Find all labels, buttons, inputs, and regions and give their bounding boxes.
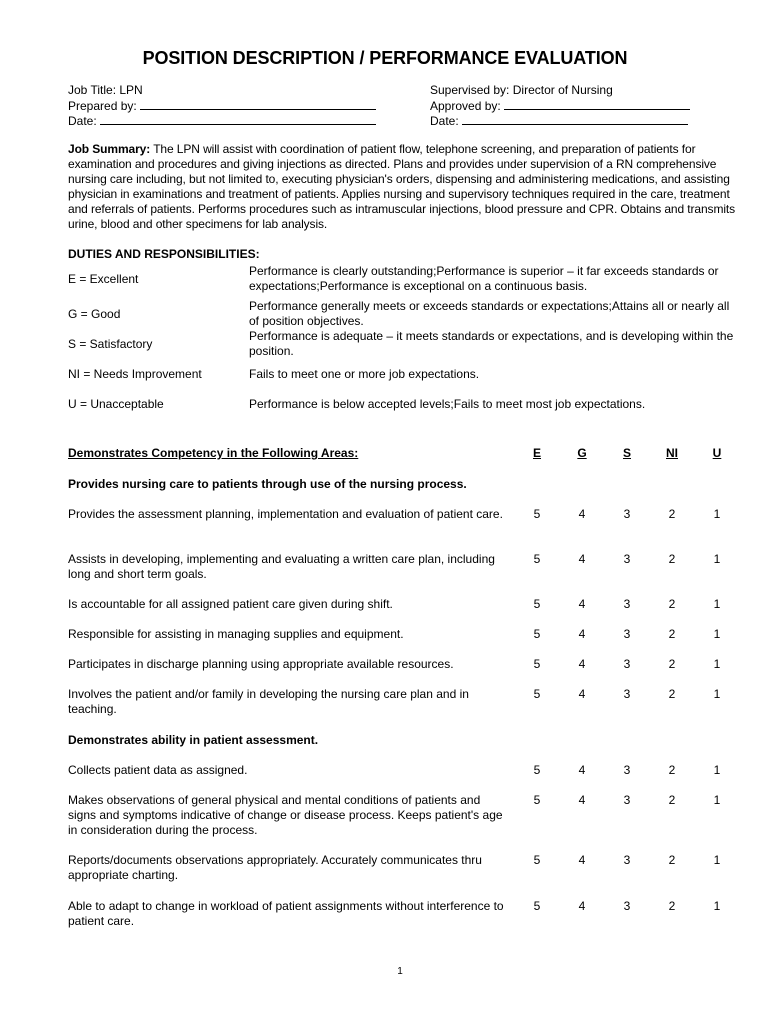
score-s[interactable]: 3 bbox=[623, 793, 631, 807]
competency-item: Responsible for assisting in managing supplies and equipment. bbox=[68, 627, 404, 641]
job-title-row bbox=[68, 83, 143, 98]
prepared-by-field[interactable] bbox=[140, 98, 376, 110]
page-title: POSITION DESCRIPTION / PERFORMANCE EVALUATION bbox=[142, 48, 628, 68]
score-u[interactable]: 1 bbox=[713, 763, 721, 777]
job-summary-label: Job Summary: bbox=[68, 142, 151, 156]
score-e[interactable]: 5 bbox=[533, 597, 541, 611]
section-heading-nursing-care: Provides nursing care to patients through use of the nursing process. bbox=[68, 477, 467, 491]
supervised-by-row bbox=[430, 83, 613, 98]
score-e[interactable]: 5 bbox=[533, 657, 541, 671]
column-header-e: E bbox=[532, 446, 541, 460]
score-ni[interactable]: 2 bbox=[668, 597, 676, 611]
rating-desc-good: Performance generally meets or exceeds standards or expectations;Attains all or nearly all of position objectives. bbox=[249, 299, 730, 328]
score-g[interactable]: 4 bbox=[578, 627, 586, 641]
score-ni[interactable]: 2 bbox=[668, 853, 676, 867]
rating-desc-unacceptable: Performance is below accepted levels;Fails to meet most job expectations. bbox=[249, 397, 646, 411]
competency-item: Able to adapt to change in workload of patient assignments without interference to patient care. bbox=[68, 899, 504, 928]
score-s[interactable]: 3 bbox=[623, 657, 631, 671]
column-header-ni: NI bbox=[666, 446, 678, 460]
supervised-by-label: Supervised by: bbox=[430, 83, 510, 97]
job-summary-text: The LPN will assist with coordination of patient flow, telephone screening, and preparation of patients for examination and procedures and giving injections as directed. Plans and provides under supervision of a RN comprehensive nursing care including, but not limited to, executing physician's orders, dispensing and administering medications, and assisting physician in examinations and treatment of patients. Applies nursing and supervisory techniques required in the care, treatment and referrals of patients. Performs procedures such as intramuscular injections, blood pressure and CPR. Obtains and transmits urine, blood and other specimens for lab analysis. bbox=[68, 142, 736, 231]
rating-key-needs-improvement: NI = Needs Improvement bbox=[68, 367, 202, 381]
score-g[interactable]: 4 bbox=[578, 853, 586, 867]
duties-heading: DUTIES AND RESPONSIBILITIES: bbox=[68, 247, 260, 261]
score-u[interactable]: 1 bbox=[713, 853, 721, 867]
score-ni[interactable]: 2 bbox=[668, 687, 676, 701]
score-e[interactable]: 5 bbox=[533, 763, 541, 777]
column-header-g: G bbox=[577, 446, 587, 460]
score-s[interactable]: 3 bbox=[623, 627, 631, 641]
rating-key-good: G = Good bbox=[68, 307, 121, 321]
score-s[interactable]: 3 bbox=[623, 552, 631, 566]
date-field[interactable] bbox=[100, 113, 376, 125]
score-s[interactable]: 3 bbox=[623, 853, 631, 867]
date-row bbox=[68, 113, 376, 129]
score-ni[interactable]: 2 bbox=[668, 627, 676, 641]
score-g[interactable]: 4 bbox=[578, 687, 586, 701]
approved-by-row bbox=[430, 98, 690, 114]
prepared-by-row bbox=[68, 98, 376, 114]
score-g[interactable]: 4 bbox=[578, 552, 586, 566]
score-e[interactable]: 5 bbox=[533, 627, 541, 641]
score-u[interactable]: 1 bbox=[713, 657, 721, 671]
competency-item: Reports/documents observations appropriately. Accurately communicates thru appropriate charting. bbox=[68, 853, 482, 882]
competency-item: Collects patient data as assigned. bbox=[68, 763, 248, 777]
score-s[interactable]: 3 bbox=[623, 507, 631, 521]
rating-key-satisfactory: S = Satisfactory bbox=[68, 337, 153, 351]
section-heading-assessment: Demonstrates ability in patient assessment. bbox=[68, 733, 319, 747]
score-g[interactable]: 4 bbox=[578, 657, 586, 671]
score-u[interactable]: 1 bbox=[713, 793, 721, 807]
score-g[interactable]: 4 bbox=[578, 899, 586, 913]
job-title-label: Job Title: bbox=[68, 83, 117, 97]
score-e[interactable]: 5 bbox=[533, 507, 541, 521]
score-g[interactable]: 4 bbox=[578, 597, 586, 611]
page-number: 1 bbox=[397, 966, 403, 977]
score-ni[interactable]: 2 bbox=[668, 657, 676, 671]
score-s[interactable]: 3 bbox=[623, 899, 631, 913]
score-s[interactable]: 3 bbox=[623, 597, 631, 611]
score-s[interactable]: 3 bbox=[623, 687, 631, 701]
score-g[interactable]: 4 bbox=[578, 507, 586, 521]
score-g[interactable]: 4 bbox=[578, 763, 586, 777]
score-g[interactable]: 4 bbox=[578, 793, 586, 807]
approved-by-label: Approved by: bbox=[430, 99, 501, 113]
competency-item: Participates in discharge planning using appropriate available resources. bbox=[68, 657, 454, 671]
score-e[interactable]: 5 bbox=[533, 899, 541, 913]
prepared-by-label: Prepared by: bbox=[68, 99, 137, 113]
score-u[interactable]: 1 bbox=[713, 627, 721, 641]
score-e[interactable]: 5 bbox=[533, 687, 541, 701]
score-u[interactable]: 1 bbox=[713, 597, 721, 611]
score-e[interactable]: 5 bbox=[533, 853, 541, 867]
score-ni[interactable]: 2 bbox=[668, 763, 676, 777]
job-title-value: LPN bbox=[119, 83, 143, 97]
date2-field[interactable] bbox=[462, 113, 688, 125]
competency-item: Provides the assessment planning, implementation and evaluation of patient care. bbox=[68, 507, 503, 521]
competency-item: Is accountable for all assigned patient care given during shift. bbox=[68, 597, 393, 611]
score-u[interactable]: 1 bbox=[713, 687, 721, 701]
date2-row bbox=[430, 113, 688, 129]
job-summary bbox=[68, 142, 738, 232]
score-e[interactable]: 5 bbox=[533, 552, 541, 566]
score-u[interactable]: 1 bbox=[713, 899, 721, 913]
rating-desc-satisfactory: Performance is adequate – it meets standards or expectations, and is developing within the position. bbox=[249, 329, 734, 358]
competency-heading: Demonstrates Competency in the Following Areas: bbox=[68, 446, 359, 460]
date2-label: Date: bbox=[430, 114, 459, 128]
rating-desc-excellent: Performance is clearly outstanding;Performance is superior – it far exceeds standards or expectations;Performance is exceptional on a continuous basis. bbox=[249, 264, 719, 293]
rating-desc-needs-improvement: Fails to meet one or more job expectations. bbox=[249, 367, 480, 381]
competency-item: Involves the patient and/or family in developing the nursing care plan and in teaching. bbox=[68, 687, 469, 716]
score-e[interactable]: 5 bbox=[533, 793, 541, 807]
score-ni[interactable]: 2 bbox=[668, 793, 676, 807]
score-ni[interactable]: 2 bbox=[668, 899, 676, 913]
score-ni[interactable]: 2 bbox=[668, 507, 676, 521]
rating-key-unacceptable: U = Unacceptable bbox=[68, 397, 164, 411]
competency-item: Assists in developing, implementing and evaluating a written care plan, including long and short term goals. bbox=[68, 552, 495, 581]
score-u[interactable]: 1 bbox=[713, 552, 721, 566]
score-ni[interactable]: 2 bbox=[668, 552, 676, 566]
score-u[interactable]: 1 bbox=[713, 507, 721, 521]
date-label: Date: bbox=[68, 114, 97, 128]
score-s[interactable]: 3 bbox=[623, 763, 631, 777]
approved-by-field[interactable] bbox=[504, 98, 690, 110]
competency-item: Makes observations of general physical and mental conditions of patients and signs and symptoms indicative of change or disease process. Keeps patient's age in consideration during the process. bbox=[68, 793, 503, 837]
column-header-u: U bbox=[712, 446, 722, 460]
column-header-s: S bbox=[622, 446, 631, 460]
rating-key-excellent: E = Excellent bbox=[68, 272, 139, 286]
supervised-by-value: Director of Nursing bbox=[512, 83, 613, 97]
